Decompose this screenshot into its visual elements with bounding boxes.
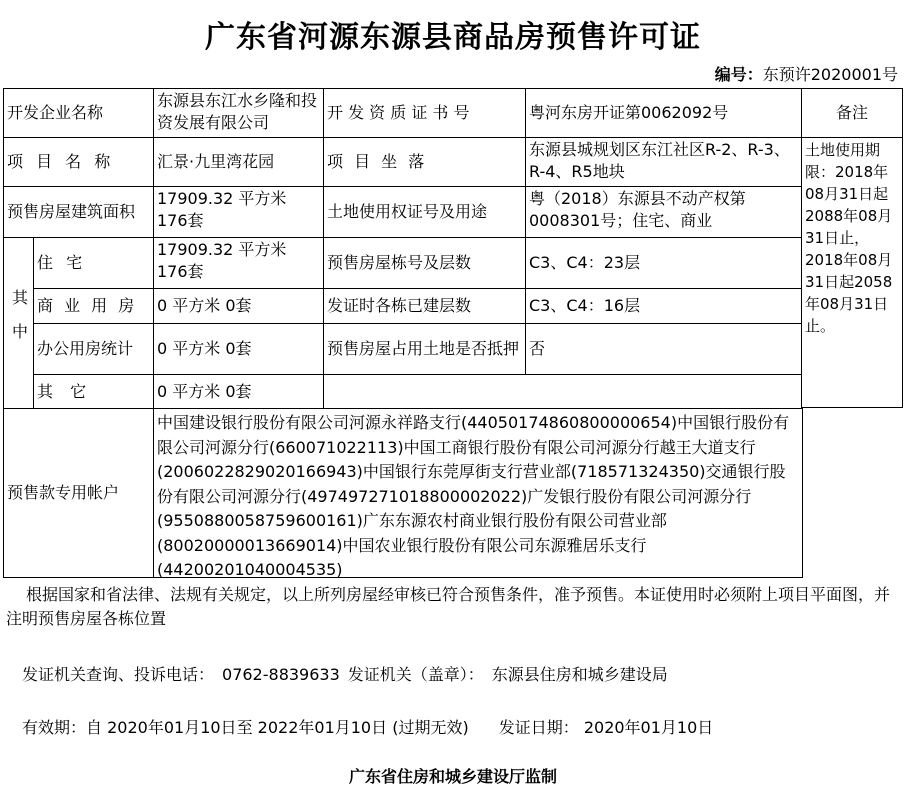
document-title: 广东省河源东源县商品房预售许可证 — [205, 20, 701, 55]
project-name-value: 汇景·九里湾花园 — [153, 137, 324, 187]
permit-number-label: 编号： — [714, 65, 763, 84]
presale-area-label: 预售房屋建筑面积 — [3, 186, 154, 238]
account-value: 中国建设银行股份有限公司河源永祥路支行(44050174860800000654)中国银行股份有限公司河源分行(660071022113)中国工商银行股份有限公司河源分行越王大道支行(2006022829020166943)中国银行东莞厚街支行营业部(718571324350)交通银行股份有限公司河源分行(497497271018800002022)广发银行股份有限公司河源分行(9550880058759600161)广东东源农村商业银行股份有限公司营业部(80020000013669014)中国农业银行股份有限公司东源雅居乐支行(44200201040004535) — [153, 408, 803, 578]
validity-note: (过期无效) — [392, 718, 469, 737]
issue-date-value: 2020年01月10日 — [583, 718, 714, 737]
permit-number — [715, 62, 898, 85]
residential-label: 住 宅 — [33, 237, 154, 289]
cert-label: 开 发 资 质 证 书 号 — [323, 88, 526, 138]
among-label: 其中 — [3, 237, 34, 409]
issue-date-label: 发证日期： — [498, 718, 579, 737]
remarks-value: 土地使用期限：2018年08月31日起2088年08月31日止，2018年08月31日起2058年08月31日止。 — [801, 137, 903, 408]
other-value: 0 平方米 0套 — [153, 374, 324, 409]
issuer-label: 发证机关（盖章）： — [347, 665, 484, 684]
issuer-value: 东源县住房和城乡建设局 — [491, 665, 668, 684]
hotline-value: 0762-8839633 — [222, 665, 340, 684]
building-value: C3、C4：23层 — [525, 237, 802, 289]
built-floors-label: 发证时各栋已建层数 — [323, 288, 526, 324]
location-label: 项 目 坐 落 — [323, 137, 526, 187]
office-label: 办公用房统计 — [33, 323, 154, 375]
project-name-label: 项 目 名 称 — [3, 137, 154, 187]
land-cert-value: 粤（2018）东源县不动产权第0008301号；住宅、商业 — [525, 186, 802, 238]
developer-label: 开发企业名称 — [3, 88, 154, 138]
land-cert-label: 土地使用权证号及用途 — [323, 186, 526, 238]
built-floors-value: C3、C4：16层 — [525, 288, 802, 324]
validity-from: 2020年01月10日 — [107, 718, 237, 737]
commercial-label: 商 业 用 房 — [33, 288, 154, 324]
account-label: 预售款专用帐户 — [3, 408, 154, 578]
developer-value: 东源县东江水乡隆和投资发展有限公司 — [153, 88, 324, 138]
statement: 根据国家和省法律、法规有关规定，以上所列房屋经审核已符合预售条件，准予预售。本证使用时必须附上项目平面图，并注明预售房屋各栋位置 — [6, 585, 891, 628]
hotline-issuer-line — [22, 662, 668, 685]
validity-to-label: 至 — [236, 718, 253, 737]
mortgage-label: 预售房屋占用土地是否抵押 — [323, 323, 526, 375]
commercial-value: 0 平方米 0套 — [153, 288, 324, 324]
permit-table — [3, 88, 903, 578]
location-value: 东源县城规划区东江社区R-2、R-3、R-4、R5地块 — [525, 137, 802, 187]
office-value: 0 平方米 0套 — [153, 323, 324, 375]
mortgage-value: 否 — [525, 323, 802, 375]
cert-value: 粤河东房开证第0062092号 — [525, 88, 802, 138]
residential-value: 17909.32 平方米 176套 — [153, 237, 324, 289]
permit-number-value: 东预许2020001号 — [762, 65, 898, 84]
validity-line — [22, 715, 713, 738]
hotline-label: 发证机关查询、投诉电话： — [22, 665, 215, 684]
footer-supervision: 广东省住房和城乡建设厅监制 — [348, 767, 557, 786]
validity-to: 2022年01月10日 — [257, 718, 388, 737]
validity-label: 有效期：自 — [22, 718, 103, 737]
remarks-label: 备注 — [801, 88, 903, 138]
building-label: 预售房屋栋号及层数 — [323, 237, 526, 289]
other-label: 其 它 — [33, 374, 154, 409]
presale-area-value: 17909.32 平方米 176套 — [153, 186, 324, 238]
